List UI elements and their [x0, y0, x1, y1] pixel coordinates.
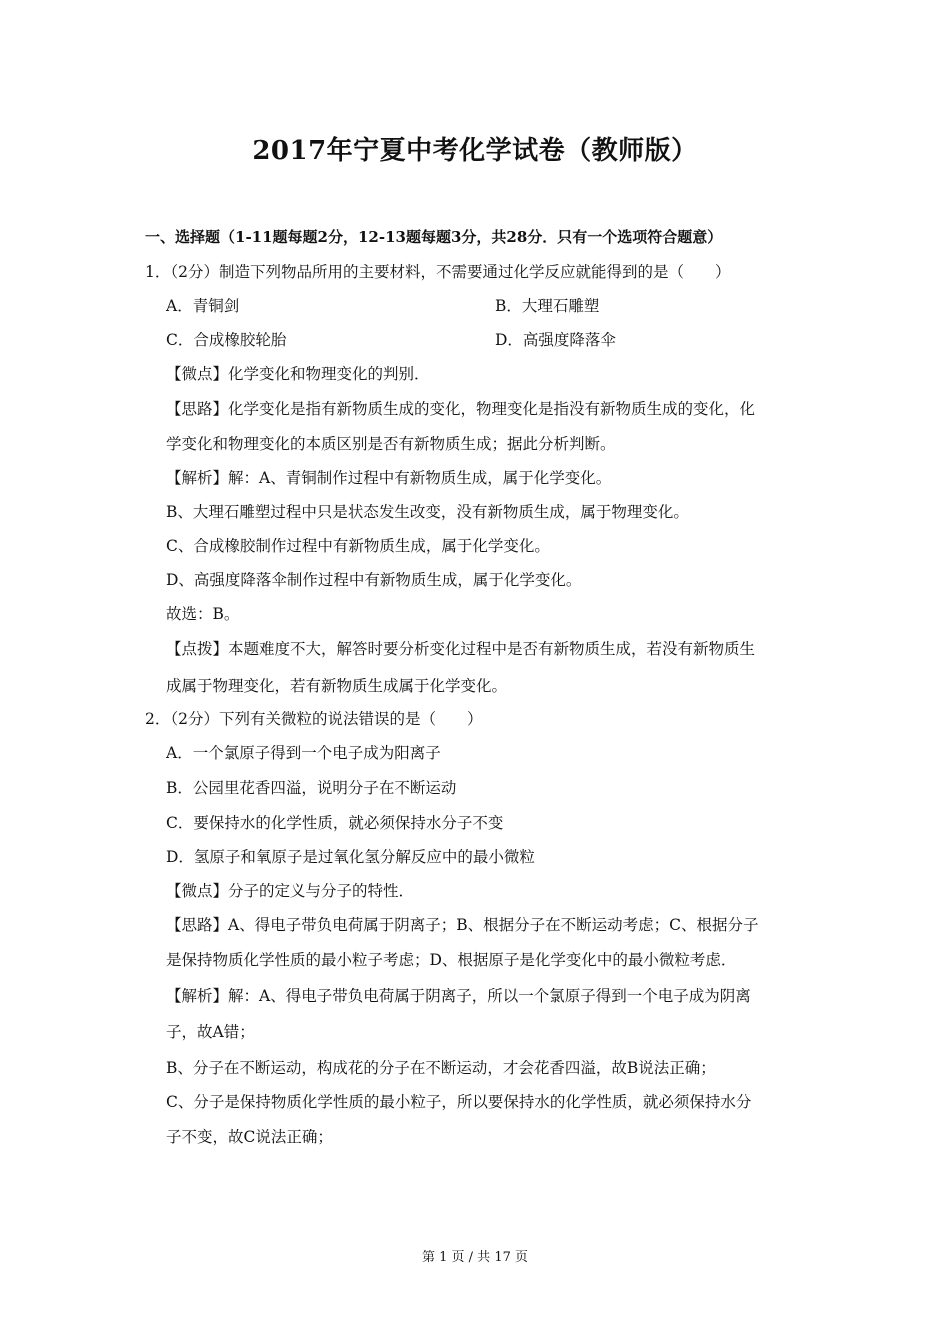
q2-weidian: 【微点】分子的定义与分子的特性．	[166, 882, 415, 900]
q1-jiexi-line-1: 【解析】解：A、青铜制作过程中有新物质生成，属于化学变化。	[166, 469, 612, 487]
q2-silu-line-1: 【思路】A、得电子带负电荷属于阴离子；B、根据分子在不断运动考虑；C、根据分子	[166, 916, 759, 934]
section-heading: 一、选择题（1-11题每题2分，12-13题每题3分，共28分．只有一个选项符合题意）	[145, 228, 723, 246]
q2-option-a: A．一个氯原子得到一个电子成为阳离子	[166, 744, 441, 762]
q1-option-b: B．大理石雕塑	[495, 297, 600, 315]
q2-silu-line-2: 是保持物质化学性质的最小粒子考虑；D、根据原子是化学变化中的最小微粒考虑．	[166, 951, 737, 969]
q2-option-c: C．要保持水的化学性质，就必须保持水分子不变	[166, 814, 504, 832]
q2-jiexi-line-4: C、分子是保持物质化学性质的最小粒子，所以要保持水的化学性质，就必须保持水分	[166, 1093, 752, 1111]
q1-answer: 故选：B。	[166, 605, 240, 623]
q1-jiexi-line-3: C、合成橡胶制作过程中有新物质生成，属于化学变化。	[166, 537, 550, 555]
q1-jiexi-line-2: B、大理石雕塑过程中只是状态发生改变，没有新物质生成，属于物理变化。	[166, 503, 689, 521]
q1-dianbo-line-2: 成属于物理变化，若有新物质生成属于化学变化。	[166, 677, 508, 695]
q1-dianbo-line-1: 【点拨】本题难度不大，解答时要分析变化过程中是否有新物质生成，若没有新物质生	[166, 640, 756, 658]
q1-option-a: A．青铜剑	[166, 297, 240, 315]
q1-silu-line-2: 学变化和物理变化的本质区别是否有新物质生成；据此分析判断。	[166, 435, 616, 453]
q2-option-b: B．公园里花香四溢，说明分子在不断运动	[166, 779, 457, 797]
q1-weidian: 【微点】化学变化和物理变化的判别．	[166, 365, 430, 383]
q2-jiexi-line-2: 子，故A错；	[166, 1023, 255, 1041]
q1-option-c: C．合成橡胶轮胎	[166, 331, 287, 349]
document-title: 2017年宁夏中考化学试卷（教师版）	[252, 136, 698, 166]
q1-jiexi-line-4: D、高强度降落伞制作过程中有新物质生成，属于化学变化。	[166, 571, 582, 589]
q2-jiexi-line-1: 【解析】解：A、得电子带负电荷属于阴离子，所以一个氯原子得到一个电子成为阴离	[166, 987, 751, 1005]
q2-jiexi-line-5: 子不变，故C说法正确；	[166, 1128, 333, 1146]
q1-stem: 1．（2分）制造下列物品所用的主要材料，不需要通过化学反应就能得到的是（ ）	[145, 263, 731, 281]
q1-silu-line-1: 【思路】化学变化是指有新物质生成的变化，物理变化是指没有新物质生成的变化，化	[166, 400, 756, 418]
q2-stem: 2．（2分）下列有关微粒的说法错误的是（ ）	[145, 710, 483, 728]
page-footer: 第 1 页 / 共 17 页	[422, 1250, 528, 1265]
q2-option-d: D．氢原子和氧原子是过氧化氢分解反应中的最小微粒	[166, 848, 535, 866]
q1-option-d: D．高强度降落伞	[495, 331, 616, 349]
q2-jiexi-line-3: B、分子在不断运动，构成花的分子在不断运动，才会花香四溢，故B说法正确；	[166, 1059, 716, 1077]
